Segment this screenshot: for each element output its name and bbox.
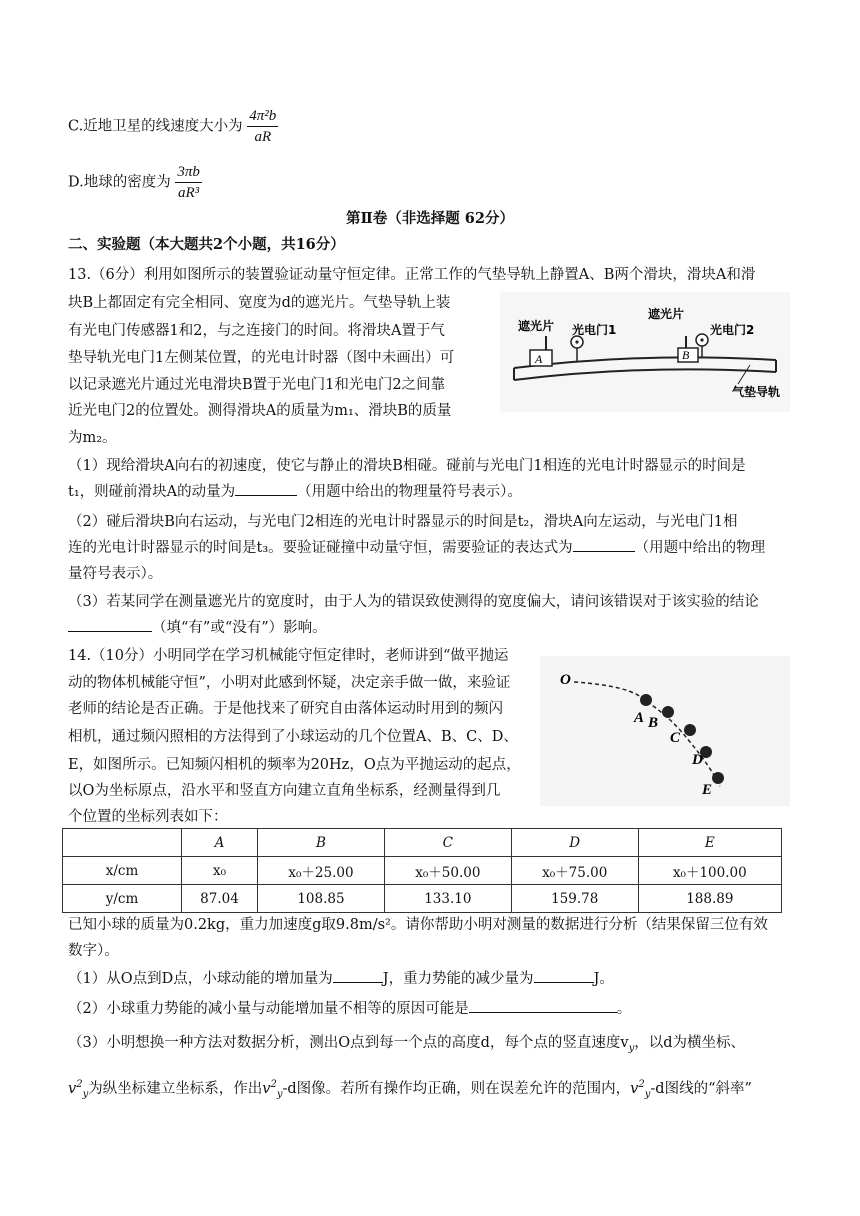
q14-line-2: 动的物体机械能守恒”，小明对此感到怀疑，决定亲手做一做，来验证 xyxy=(68,675,511,691)
q13-part-2a: （2）碰后滑块B向右运动，与光电门2相连的光电计时器显示的时间是t₂，滑块A向左运动，与光电门1相 xyxy=(68,514,738,530)
vy-squared-symbol: $v^2_y$ xyxy=(630,1079,651,1100)
vy-squared-symbol: $v^2_y$ xyxy=(68,1079,89,1100)
slider-a-label: A xyxy=(535,352,543,366)
option-d-numerator: 3πb xyxy=(175,162,202,183)
table-cell: 188.89 xyxy=(638,885,781,913)
section-title: 第Ⅱ卷（非选择题 62分） xyxy=(346,210,514,227)
point-a-label: A xyxy=(634,710,645,726)
answer-blank[interactable] xyxy=(573,537,635,552)
option-c-text: C.近地卫星的线速度大小为 xyxy=(68,118,243,135)
q14-part-1a-text: （1）从O点到D点，小球动能的增加量为 xyxy=(68,971,333,987)
q14-part-1c-text: J。 xyxy=(593,971,614,987)
q14-analysis-2: 数字）。 xyxy=(68,943,119,959)
q14-line-7: 个位置的坐标列表如下： xyxy=(68,809,228,825)
table-cell: B xyxy=(258,829,385,857)
table-cell: D xyxy=(511,829,638,857)
q13-line-5: 以记录遮光片通过光电滑块B置于光电门1和光电门2之间靠 xyxy=(68,377,446,393)
table-cell xyxy=(63,829,182,857)
table-cell: x₀＋100.00 xyxy=(638,857,781,885)
q14-part-3a-text: （3）小明想换一种方法对数据分析，测出O点到每一个点的高度d，每个点的竖直速度v xyxy=(68,1035,629,1051)
coordinate-table xyxy=(62,828,782,913)
table-cell: y/cm xyxy=(63,885,182,913)
table-cell: 108.85 xyxy=(258,885,385,913)
option-c-fraction xyxy=(247,106,278,147)
label-gate-1: 光电门1 xyxy=(572,323,617,337)
table-row xyxy=(63,885,782,913)
table-cell: x₀＋50.00 xyxy=(384,857,511,885)
q14-part-1 xyxy=(68,968,614,990)
q13-line-6: 近光电门2的位置处。测得滑块A的质量为m₁、滑块B的质量 xyxy=(68,403,452,419)
slider-b-label: B xyxy=(682,348,690,362)
point-c-label: C xyxy=(670,730,681,746)
q14-line-5: E，如图所示。已知频闪相机的频率为20Hz，O点为平抛运动的起点， xyxy=(68,757,521,773)
point-b-label: B xyxy=(648,715,659,731)
trajectory-figure xyxy=(540,656,790,806)
option-c-numerator: 4π²b xyxy=(247,106,278,127)
point-d-label: D xyxy=(692,752,703,768)
q13-part-2d: 量符号表示）。 xyxy=(68,566,163,582)
q14-part-3 xyxy=(68,1032,745,1054)
q13-line-7: 为m₂。 xyxy=(68,430,117,446)
subscript-y: y xyxy=(628,1042,635,1054)
answer-blank[interactable] xyxy=(235,481,297,496)
q14-line-1: 14.（10分）小明同学在学习机械能守恒定律时，老师讲到“做平抛运 xyxy=(68,648,509,664)
q13-part-1b-text: t₁，则碰前滑块A的动量为 xyxy=(68,484,236,500)
point-e-label: E xyxy=(702,782,713,798)
table-cell: x/cm xyxy=(63,857,182,885)
option-d-text: D.地球的密度为 xyxy=(68,174,171,191)
answer-blank[interactable] xyxy=(68,617,152,632)
label-shade-left: 遮光片 xyxy=(518,319,555,333)
q13-part-1c-text: （用题中给出的物理量符号表示）。 xyxy=(297,484,522,500)
q14-line-6: 以O为坐标原点，沿水平和竖直方向建立直角坐标系，经测量得到几 xyxy=(68,783,501,799)
q13-line-2: 块B上都固定有完全相同、宽度为d的遮光片。气垫导轨上装 xyxy=(68,295,451,311)
q14-part-2a-text: （2）小球重力势能的减小量与动能增加量不相等的原因可能是 xyxy=(68,1001,469,1017)
option-d-fraction xyxy=(175,162,202,203)
q13-line-1: 13.（6分）利用如图所示的装置验证动量守恒定律。正常工作的气垫导轨上静置A、B两个滑块，滑块A和滑 xyxy=(68,267,756,283)
answer-blank[interactable] xyxy=(534,968,594,983)
q14-analysis-1: 已知小球的质量为0.2kg，重力加速度g取9.8m/s²。请你帮助小明对测量的数据进行分析（结果保留三位有效 xyxy=(68,917,768,933)
table-cell: x₀ xyxy=(182,857,258,885)
table-cell: 87.04 xyxy=(182,885,258,913)
q13-part-2b xyxy=(68,537,765,559)
table-cell: x₀＋25.00 xyxy=(258,857,385,885)
q13-part-1a: （1）现给滑块A向右的初速度，使它与静止的滑块B相碰。碰前与光电门1相连的光电计时器显示的时间是 xyxy=(68,458,746,474)
answer-blank[interactable] xyxy=(333,968,383,983)
q13-line-4: 垫导轨光电门1左侧某位置，的光电计时器（图中未画出）可 xyxy=(68,350,455,366)
q14-part-4a-text: 为纵坐标建立坐标系，作出 xyxy=(88,1081,263,1097)
q13-part-2b-text: 连的光电计时器显示的时间是t₃。要验证碰撞中动量守恒，需要验证的表达式为 xyxy=(68,540,573,556)
point-o-label: O xyxy=(560,672,571,688)
q13-part-3a: （3）若某同学在测量遮光片的宽度时，由于人为的错误致使测得的宽度偏大，请问该错误对于该实验的结论 xyxy=(68,594,759,610)
q14-part-4c-text: -d图线的“斜率” xyxy=(650,1081,752,1097)
air-track-figure xyxy=(500,292,790,412)
answer-blank[interactable] xyxy=(469,998,617,1013)
q13-part-1b xyxy=(68,481,522,503)
table-cell: E xyxy=(638,829,781,857)
table-row xyxy=(63,857,782,885)
q13-part-3b-text: （填“有”或“没有”）影响。 xyxy=(152,620,327,636)
table-cell: 159.78 xyxy=(511,885,638,913)
q14-line-3: 老师的结论是否正确。于是他找来了研究自由落体运动时用到的频闪 xyxy=(68,701,503,717)
q14-part-2 xyxy=(68,998,631,1020)
q13-part-3b xyxy=(68,617,327,639)
q14-part-3b-text: ，以d为横坐标、 xyxy=(634,1035,746,1051)
q14-line-4: 相机，通过频闪照相的方法得到了小球运动的几个位置A、B、C、D、 xyxy=(68,729,518,745)
q14-part-1b-text: J，重力势能的减少量为 xyxy=(382,971,534,987)
label-shade-right: 遮光片 xyxy=(648,307,685,321)
option-d-denominator: aR³ xyxy=(178,185,200,201)
label-air-track: 气垫导轨 xyxy=(732,385,781,399)
label-gate-2: 光电门2 xyxy=(710,323,755,337)
table-cell: A xyxy=(182,829,258,857)
table-cell: 133.10 xyxy=(384,885,511,913)
q14-part-2b-text: 。 xyxy=(616,1001,632,1017)
option-d xyxy=(68,162,202,203)
table-cell: C xyxy=(384,829,511,857)
table-row xyxy=(63,829,782,857)
vy-squared-symbol: $v^2_y$ xyxy=(262,1079,283,1100)
q13-part-2c-text: （用题中给出的物理 xyxy=(634,540,766,556)
q14-part-4b-text: -d图像。若所有操作均正确，则在误差允许的范围内， xyxy=(282,1081,631,1097)
q14-part-4 xyxy=(68,1078,752,1100)
option-c xyxy=(68,106,278,147)
q13-line-3: 有光电门传感器1和2，与之连接门的时间。将滑块A置于气 xyxy=(68,323,445,339)
table-cell: x₀＋75.00 xyxy=(511,857,638,885)
part-heading: 二、实验题（本大题共2个小题，共16分） xyxy=(68,236,345,253)
option-c-denominator: aR xyxy=(254,129,272,145)
